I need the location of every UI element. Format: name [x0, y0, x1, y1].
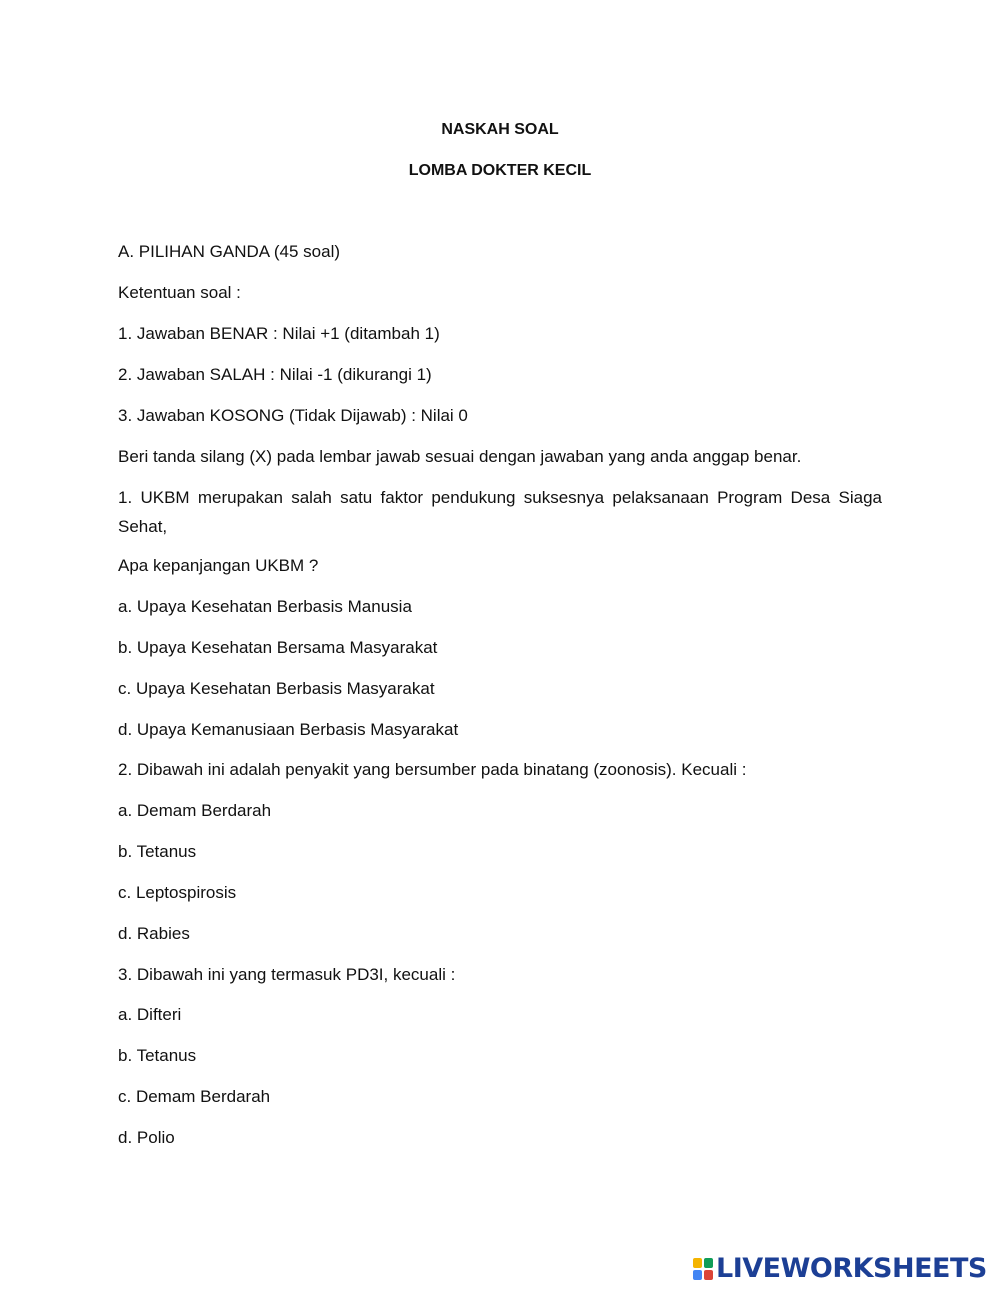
question-2-option-c[interactable]: c. Leptospirosis: [118, 883, 237, 902]
instruction-text: Beri tanda silang (X) pada lembar jawab sesuai dengan jawaban yang anda anggap benar.: [118, 447, 802, 466]
question-1-text: 1. UKBM merupakan salah satu faktor pendukung suksesnya pelaksanaan Program Desa Siaga Sehat,: [118, 488, 882, 536]
question-2-option-d[interactable]: d. Rabies: [118, 924, 190, 943]
question-3-text: 3. Dibawah ini yang termasuk PD3I, kecuali :: [118, 965, 456, 984]
section-heading: A. PILIHAN GANDA (45 soal): [118, 242, 341, 261]
question-3-option-c[interactable]: c. Demam Berdarah: [118, 1087, 271, 1106]
document-subtitle: LOMBA DOKTER KECIL: [408, 162, 592, 179]
rule-item: 3. Jawaban KOSONG (Tidak Dijawab) : Nilai 0: [118, 406, 468, 425]
question-1-option-a[interactable]: a. Upaya Kesehatan Berbasis Manusia: [118, 597, 412, 616]
question-3-option-a[interactable]: a. Difteri: [118, 1005, 182, 1024]
question-2-option-a[interactable]: a. Demam Berdarah: [118, 801, 272, 820]
question-2-text: 2. Dibawah ini adalah penyakit yang bersumber pada binatang (zoonosis). Kecuali :: [118, 760, 747, 779]
rules-label: Ketentuan soal :: [118, 283, 241, 302]
document-title: NASKAH SOAL: [441, 121, 559, 138]
question-1-option-c[interactable]: c. Upaya Kesehatan Berbasis Masyarakat: [118, 679, 435, 698]
rule-item: 1. Jawaban BENAR : Nilai +1 (ditambah 1): [118, 324, 440, 343]
question-1-subtext: Apa kepanjangan UKBM ?: [118, 556, 319, 575]
question-3-option-d[interactable]: d. Polio: [118, 1128, 175, 1147]
rule-item: 2. Jawaban SALAH : Nilai -1 (dikurangi 1): [118, 365, 432, 384]
liveworksheets-mark-icon: [692, 1257, 714, 1281]
question-2-option-b[interactable]: b. Tetanus: [118, 842, 197, 861]
logo-text: LIVEWORKSHEETS: [716, 1253, 987, 1284]
question-3-option-b[interactable]: b. Tetanus: [118, 1046, 197, 1065]
question-1-option-d[interactable]: d. Upaya Kemanusiaan Berbasis Masyarakat: [118, 720, 459, 739]
liveworksheets-logo[interactable]: [692, 1254, 987, 1284]
question-1-option-b[interactable]: b. Upaya Kesehatan Bersama Masyarakat: [118, 638, 438, 657]
